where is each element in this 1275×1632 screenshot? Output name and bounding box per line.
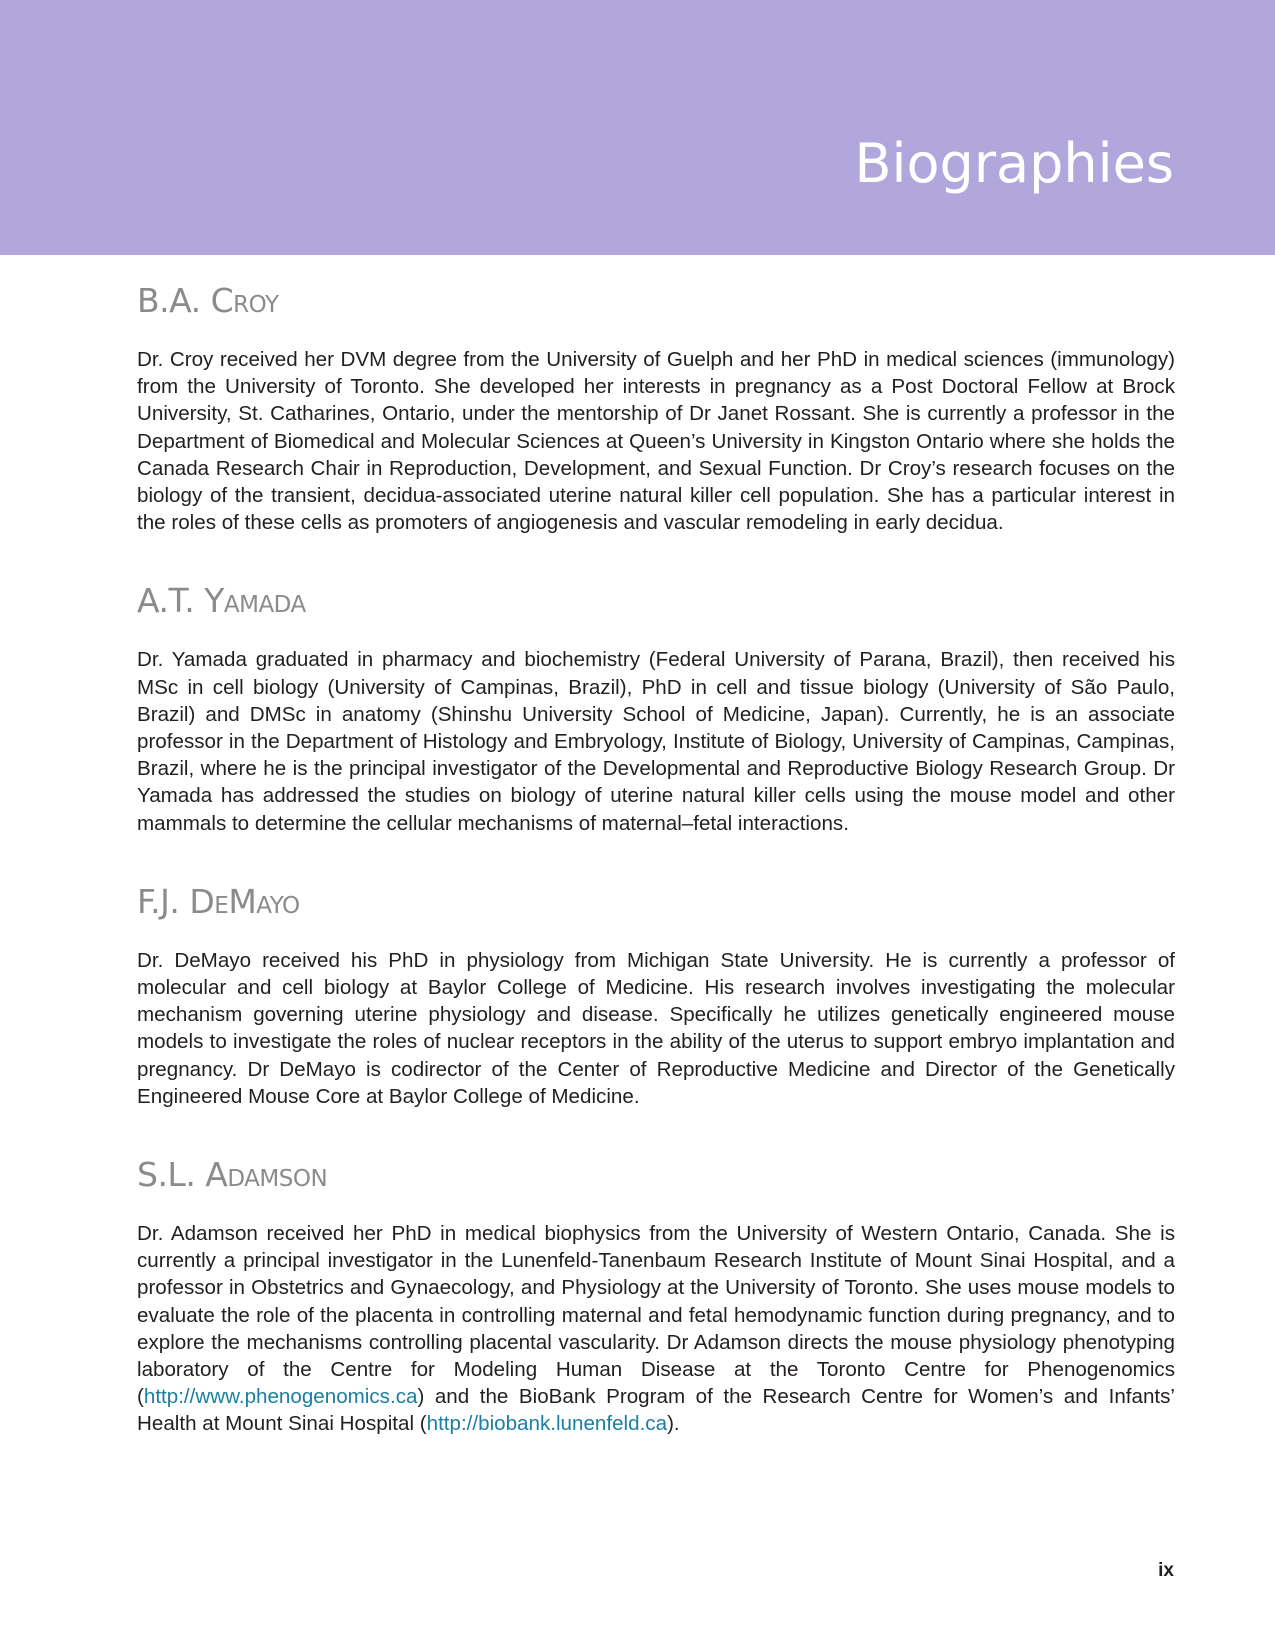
page-title: Biographies xyxy=(854,132,1174,195)
bio-text xyxy=(137,1220,1175,1438)
bio-text: Dr. DeMayo received his PhD in physiology from Michigan State University. He is currently a professor of molecular and cell biology at Baylor College of Medicine. His research involves investigating the molecular mechanism governing uterine physiology and disease. Specifically he utilizes genetically engineered mouse models to investigate the roles of nuclear receptors in the ability of the uterus to support embryo implantation and pregnancy. Dr DeMayo is codirector of the Center of Reproductive Medicine and Director of the Genetically Engineered Mouse Core at Baylor College of Medicine. xyxy=(137,948,1175,1108)
bio-text: Dr. Yamada graduated in pharmacy and biochemistry (Federal University of Parana, Brazil), then received his MSc in cell biology (University of Campinas, Brazil), PhD in cell and tissue biology (University of São Paulo, Brazil) and DMSc in anatomy (Shinshu University School of Medicine, Japan). Currently, he is an associate professor in the Department of Histology and Embryology, Institute of Biology, University of Campinas, Campinas, Brazil, where he is the principal investigator of the Developmental and Reproductive Biology Research Group. Dr Yamada has addressed the studies on biology of uterine natural killer cells using the mouse model and other mammals to determine the cellular mechanisms of maternal–fetal interactions. xyxy=(137,648,1175,835)
bio-yamada xyxy=(137,578,1175,836)
bio-name: B.A. Croy xyxy=(137,281,279,320)
bio-adamson xyxy=(137,1152,1175,1438)
bio-croy xyxy=(137,278,1175,536)
phenogenomics-link[interactable]: http://www.phenogenomics.ca xyxy=(143,1385,418,1409)
biographies-content xyxy=(137,278,1175,1438)
bio-demayo xyxy=(137,879,1175,1110)
bio-text: Dr. Croy received her DVM degree from the University of Guelph and her PhD in medical sciences (immunology) from the University of Toronto. She developed her interests in pregnancy as a Post Doctoral Fellow at Brock University, St. Catharines, Ontario, under the mentorship of Dr Janet Rossant. She is currently a professor in the Department of Biomedical and Molecular Sciences at Queen’s University in Kingston Ontario where she holds the Canada Research Chair in Reproduction, Development, and Sexual Function. Dr Croy’s research focuses on the biology of the transient, decidua-associated uterine natural killer cell population. She has a particular interest in the roles of these cells as promoters of angiogenesis and vascular remodeling in early decidua. xyxy=(137,348,1175,535)
bio-text-part: ). xyxy=(667,1412,680,1436)
bio-text-part: ) and the BioBank Program of the Research Centre for Women’s and Infants’ Health at Mount Sinai Hospital ( xyxy=(137,1385,1175,1436)
header-banner xyxy=(0,0,1275,255)
biobank-link[interactable]: http://biobank.lunenfeld.ca xyxy=(426,1412,668,1436)
page-number: ix xyxy=(1158,1560,1174,1581)
bio-text-part: Dr. Adamson received her PhD in medical biophysics from the University of Western Ontario, Canada. She is currently a principal investigator in the Lunenfeld-Tanenbaum Research Institute of Mount Sinai Hospital, and a professor in Obstetrics and Gynaecology, and Physiology at the University of Toronto. She uses mouse models to evaluate the role of the placenta in controlling maternal and fetal hemodynamic function during pregnancy, and to explore the mechanisms controlling placental vascularity. Dr Adamson directs the mouse physiology phenotyping laboratory of the Centre for Modeling Human Disease at the Toronto Centre for Phenogenomics ( xyxy=(137,1222,1175,1409)
bio-name: S.L. Adamson xyxy=(137,1155,328,1195)
bio-name: F.J. DeMayo xyxy=(137,881,300,921)
bio-name: A.T. Yamada xyxy=(137,581,306,621)
